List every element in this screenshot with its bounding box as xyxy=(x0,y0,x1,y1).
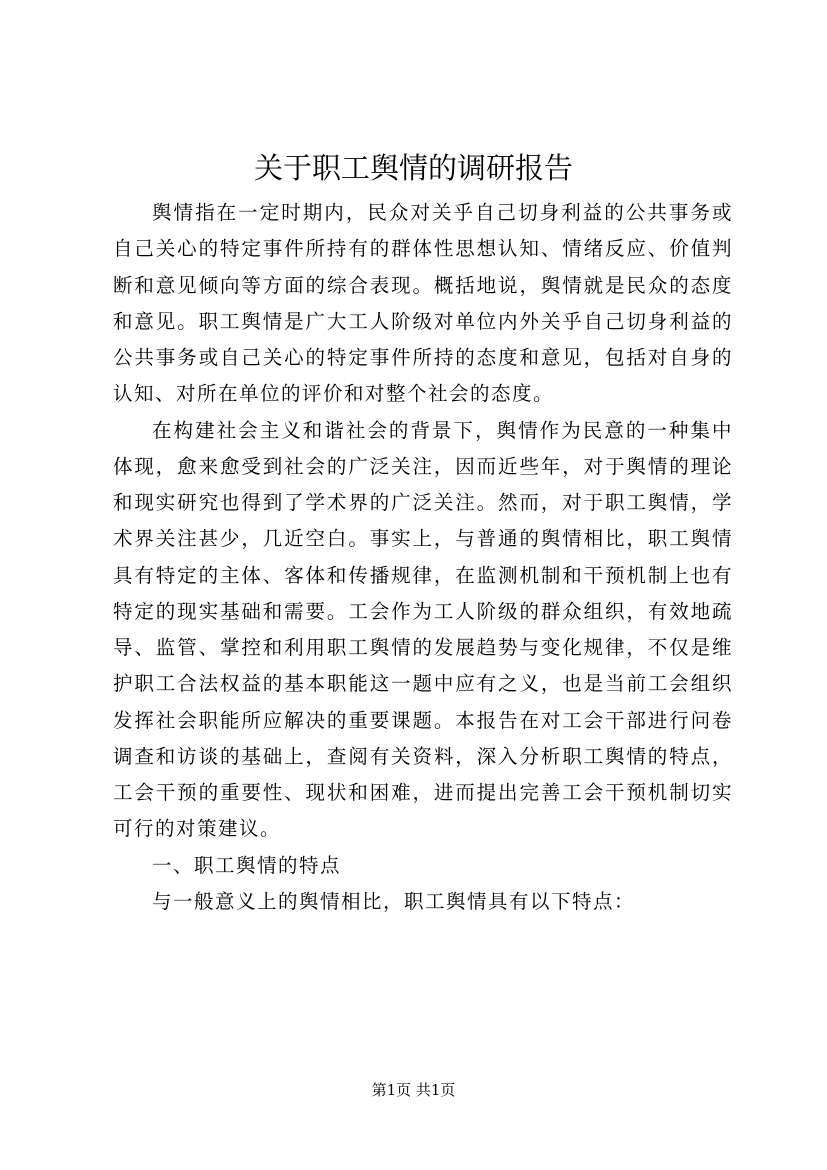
section-heading-characteristics: 一、职工舆情的特点 xyxy=(152,853,342,877)
page-footer: 第1页 共1页 xyxy=(371,1081,456,1099)
paragraph-background: 在构建社会主义和谐社会的背景下，舆情作为民意的一种集中体现，愈来愈受到社会的广泛关注，因而近些年，对于舆情的理论和现实研究也得到了学术界的广泛关注。然而，对于职工舆情，学术界关注甚少，几近空白。事实上，与普通的舆情相比，职工舆情具有特定的主体、客体和传播规律，在监测机制和干预机制上也有特定的现实基础和需要。工会作为工人阶级的群众组织，有效地疏导、监管、掌控和利用职工舆情的发展趋势与变化规律，不仅是维护职工合法权益的基本职能这一题中应有之义，也是当前工会组织发挥社会职能所应解决的重要课题。本报告在对工会干部进行问卷调查和访谈的基础上，查阅有关资料，深入分析职工舆情的特点，工会干预的重要性、现状和困难，进而提出完善工会干预机制切实可行的对策建议。 xyxy=(113,418,733,841)
paragraph-definition: 舆情指在一定时期内，民众对关乎自己切身利益的公共事务或自己关心的特定事件所持有的群体性思想认知、情绪反应、价值判断和意见倾向等方面的综合表现。概括地说，舆情就是民众的态度和意见。职工舆情是广大工人阶级对单位内外关乎自己切身利益的公共事务或自己关心的特定事件所持的态度和意见，包括对自身的认知、对所在单位的评价和对整个社会的态度。 xyxy=(113,201,733,406)
document-body xyxy=(113,195,733,920)
document-title: 关于职工舆情的调研报告 xyxy=(253,151,573,185)
paragraph-characteristics-intro: 与一般意义上的舆情相比，职工舆情具有以下特点： xyxy=(152,889,636,913)
